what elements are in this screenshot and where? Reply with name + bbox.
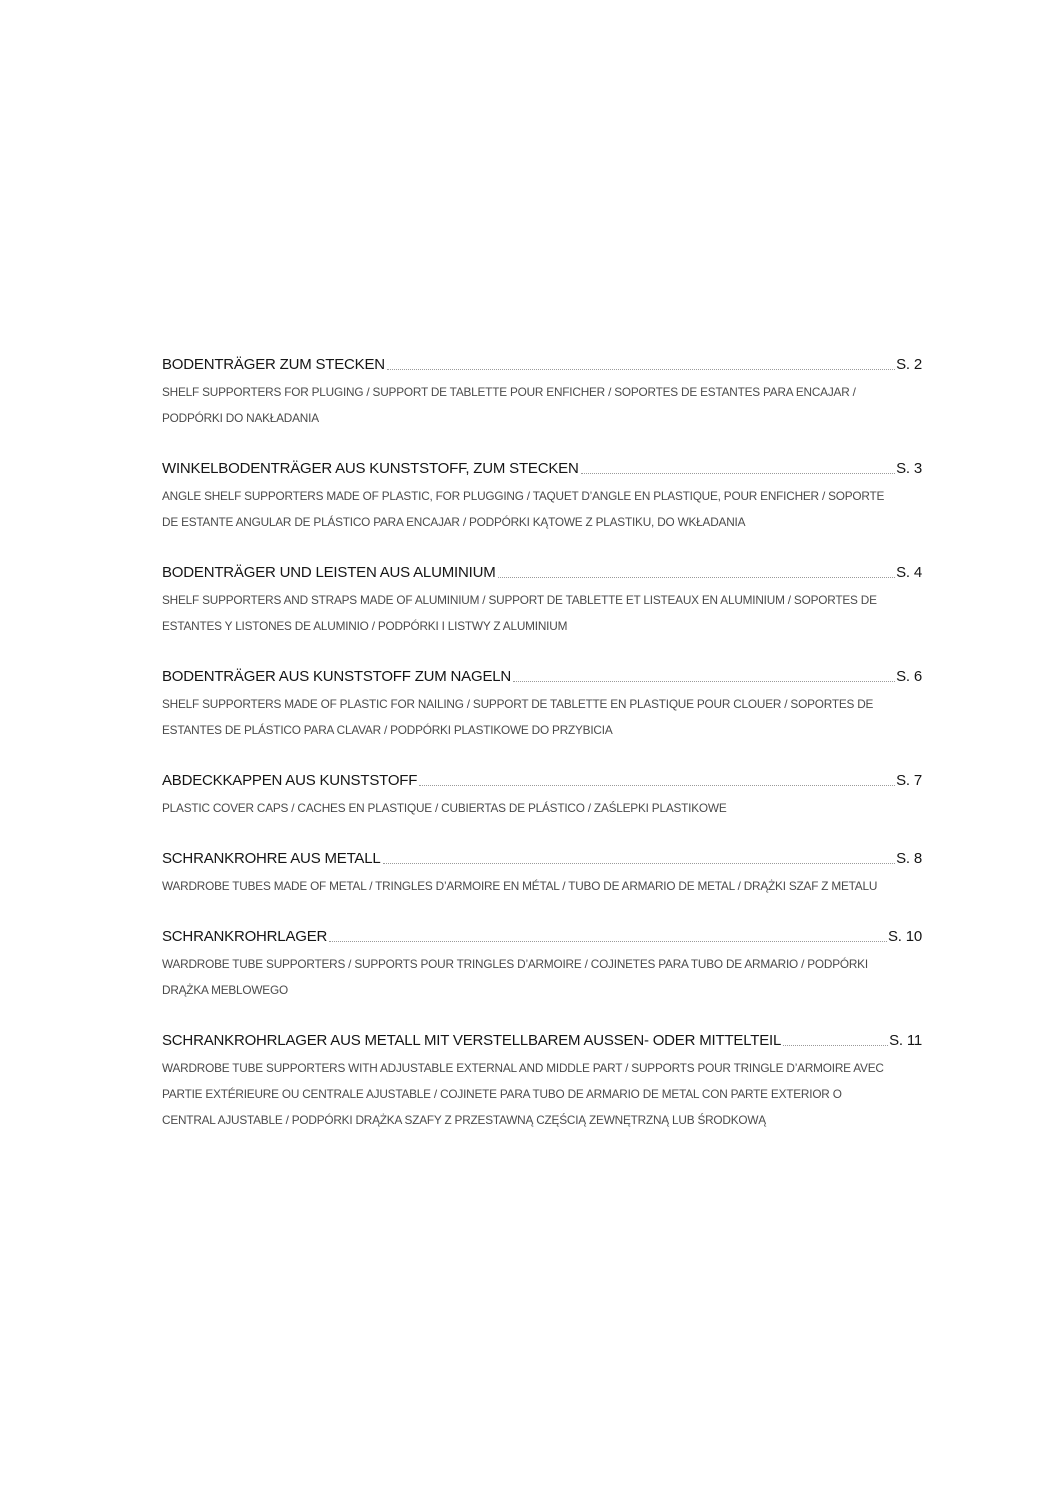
dot-leader bbox=[387, 368, 895, 370]
toc-entry-heading bbox=[162, 770, 922, 792]
toc-entry[interactable] bbox=[162, 848, 922, 926]
dot-leader bbox=[581, 472, 895, 474]
toc-entry-page: S. 4 bbox=[896, 564, 922, 581]
dot-leader bbox=[329, 940, 887, 942]
toc-entry-title: ABDECKKAPPEN AUS KUNSTSTOFF bbox=[162, 772, 418, 789]
toc-entry-heading bbox=[162, 354, 922, 376]
toc-entry-description: ANGLE SHELF SUPPORTERS MADE OF PLASTIC, FOR PLUGGING / TAQUET D’ANGLE EN PLASTIQUE, POUR ENFICHER / SOPORTE DE ESTANTE ANGULAR DE PLÁSTICO PARA ENCAJAR / PODPÓRKI KĄTOWE Z PLASTIKU, DO WKŁADANIA bbox=[162, 489, 885, 529]
toc-entry-heading bbox=[162, 848, 922, 870]
toc-entry-description: PLASTIC COVER CAPS / CACHES EN PLASTIQUE / CUBIERTAS DE PLÁSTICO / ZAŚLEPKI PLASTIKOWE bbox=[162, 801, 727, 815]
dot-leader bbox=[783, 1044, 888, 1046]
toc-entry-description: WARDROBE TUBES MADE OF METAL / TRINGLES D’ARMOIRE EN MÉTAL / TUBO DE ARMARIO DE METAL / DRĄŻKI SZAF Z METALU bbox=[162, 879, 878, 893]
toc-entry-description: SHELF SUPPORTERS AND STRAPS MADE OF ALUMINIUM / SUPPORT DE TABLETTE ET LISTEAUX EN ALUMINIUM / SOPORTES DE ESTANTES Y LISTONES DE ALUMINIO / PODPÓRKI I LISTWY Z ALUMINIUM bbox=[162, 593, 877, 633]
toc-entry-title: WINKELBODENTRÄGER AUS KUNSTSTOFF, ZUM STECKEN bbox=[162, 460, 579, 477]
toc-entry[interactable] bbox=[162, 562, 922, 666]
dot-leader bbox=[383, 862, 896, 864]
toc-entry-title: SCHRANKROHRE AUS METALL bbox=[162, 850, 381, 867]
toc-entry-title: SCHRANKROHRLAGER AUS METALL MIT VERSTELLBAREM AUSSEN- ODER MITTELTEIL bbox=[162, 1032, 782, 1049]
toc-entry-title: SCHRANKROHRLAGER bbox=[162, 928, 328, 945]
toc-entry-heading bbox=[162, 458, 922, 480]
toc-entry-page: S. 10 bbox=[887, 928, 922, 945]
toc-entry-page: S. 2 bbox=[896, 356, 922, 373]
dot-leader bbox=[419, 784, 895, 786]
toc-entry[interactable] bbox=[162, 926, 922, 1030]
toc-entry-page: S. 8 bbox=[896, 850, 922, 867]
toc-entry[interactable] bbox=[162, 666, 922, 770]
dot-leader bbox=[513, 680, 895, 682]
toc-entry[interactable] bbox=[162, 1030, 922, 1134]
toc-entry-title: BODENTRÄGER UND LEISTEN AUS ALUMINIUM bbox=[162, 564, 496, 581]
toc-entry-page: S. 3 bbox=[896, 460, 922, 477]
toc-entry-heading bbox=[162, 666, 922, 688]
dot-leader bbox=[498, 576, 896, 578]
toc-entry-heading bbox=[162, 926, 922, 948]
toc-entry[interactable] bbox=[162, 458, 922, 562]
toc-entry-page: S. 11 bbox=[889, 1032, 922, 1049]
toc-entry-page: S. 7 bbox=[896, 772, 922, 789]
toc-entry-description: SHELF SUPPORTERS FOR PLUGING / SUPPORT DE TABLETTE POUR ENFICHER / SOPORTES DE ESTANTES PARA ENCAJAR / PODPÓRKI DO NAKŁADANIA bbox=[162, 385, 856, 425]
toc-entry-description: WARDROBE TUBE SUPPORTERS / SUPPORTS POUR TRINGLES D’ARMOIRE / COJINETES PARA TUBO DE ARMARIO / PODPÓRKI DRĄŻKA MEBLOWEGO bbox=[162, 957, 868, 997]
toc-entry-description: SHELF SUPPORTERS MADE OF PLASTIC FOR NAILING / SUPPORT DE TABLETTE EN PLASTIQUE POUR CLOUER / SOPORTES DE ESTANTES DE PLÁSTICO PARA CLAVAR / PODPÓRKI PLASTIKOWE DO PRZYBICIA bbox=[162, 697, 874, 737]
table-of-contents bbox=[162, 354, 922, 1134]
toc-entry-heading bbox=[162, 1030, 922, 1052]
toc-entry[interactable] bbox=[162, 354, 922, 458]
toc-entry-title: BODENTRÄGER AUS KUNSTSTOFF ZUM NAGELN bbox=[162, 668, 512, 685]
toc-entry-page: S. 6 bbox=[896, 668, 922, 685]
toc-entry-description: WARDROBE TUBE SUPPORTERS WITH ADJUSTABLE EXTERNAL AND MIDDLE PART / SUPPORTS POUR TRINGLE D’ARMOIRE AVEC PARTIE EXTÉRIEURE OU CENTRALE AJUSTABLE / COJINETE PARA TUBO DE ARMARIO DE METAL CON PARTE EXTERIOR O CENTRAL AJUSTABLE / PODPÓRKI DRĄŻKA SZAFY Z PRZESTAWNĄ CZĘŚCIĄ ZEWNĘTRZNĄ LUB ŚRODKOWĄ bbox=[162, 1061, 884, 1127]
toc-entry-title: BODENTRÄGER ZUM STECKEN bbox=[162, 356, 385, 373]
toc-entry[interactable] bbox=[162, 770, 922, 848]
toc-entry-heading bbox=[162, 562, 922, 584]
